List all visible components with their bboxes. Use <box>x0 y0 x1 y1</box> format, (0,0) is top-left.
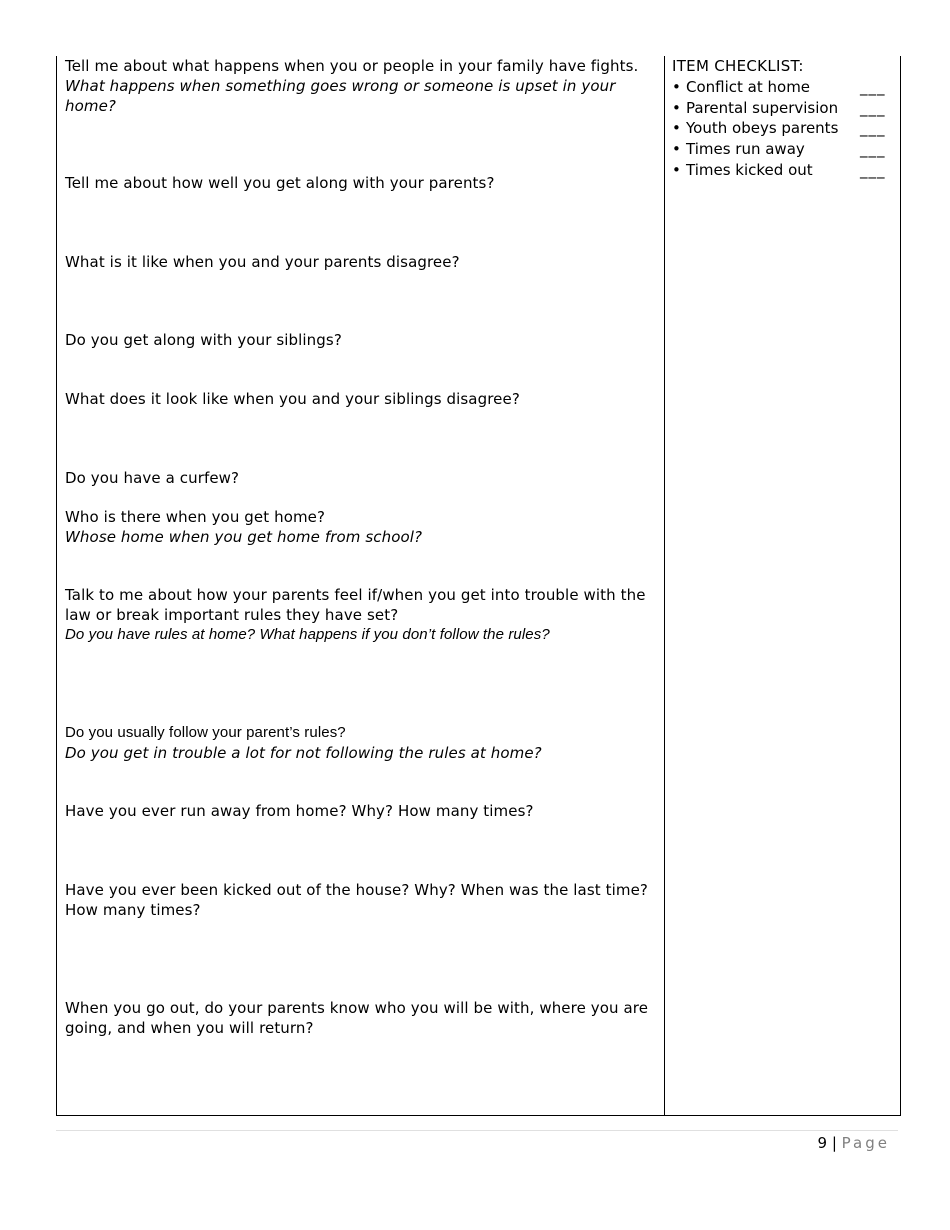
column-divider <box>664 56 665 1115</box>
question-curfew <box>65 468 655 488</box>
question-kicked-out <box>65 880 655 920</box>
bullet-icon: • <box>672 98 681 117</box>
question-text: Talk to me about how your parents feel if/when you get into trouble with the law or break important rules they have set? <box>65 586 646 624</box>
question-text: Tell me about what happens when you or people in your family have fights. <box>65 57 639 75</box>
question-siblings <box>65 330 655 350</box>
question-text: Tell me about how well you get along with your parents? <box>65 174 495 192</box>
checklist-item <box>672 98 897 119</box>
question-who-home <box>65 507 655 547</box>
question-text: What does it look like when you and your siblings disagree? <box>65 390 520 408</box>
question-prompt: Do you get in trouble a lot for not following the rules at home? <box>65 744 542 762</box>
question-go-out <box>65 998 655 1038</box>
footer-separator: | <box>831 1134 837 1152</box>
item-checklist <box>672 56 897 181</box>
footer-divider <box>56 1130 898 1131</box>
checklist-item <box>672 77 897 98</box>
checklist-blank: ___ <box>860 98 886 117</box>
page-label: Page <box>841 1134 890 1152</box>
question-text: When you go out, do your parents know who you will be with, where you are going, and when you will return? <box>65 999 649 1037</box>
question-follow-rules <box>65 723 655 763</box>
checklist-item-label: Times kicked out <box>686 160 813 179</box>
checklist-item <box>672 139 897 160</box>
question-disagree-parents <box>65 252 655 272</box>
bullet-icon: • <box>672 140 681 159</box>
checklist-blank: ___ <box>860 140 886 159</box>
bullet-icon: • <box>672 119 681 138</box>
question-text: What is it like when you and your parents disagree? <box>65 253 460 271</box>
question-prompt: What happens when something goes wrong or someone is upset in your home? <box>65 77 616 115</box>
checklist-item <box>672 160 897 181</box>
page-number: 9 <box>817 1134 828 1152</box>
checklist-blank: ___ <box>860 160 886 179</box>
question-family-fights <box>65 56 655 116</box>
question-text: Have you ever run away from home? Why? How many times? <box>65 802 534 820</box>
checklist-item-label: Parental supervision <box>686 98 839 117</box>
interview-table <box>56 56 901 1116</box>
checklist-blank: ___ <box>860 119 886 138</box>
bullet-icon: • <box>672 77 681 96</box>
question-run-away <box>65 801 655 821</box>
page-footer <box>818 1133 891 1153</box>
checklist-item <box>672 118 897 139</box>
question-text: Do you get along with your siblings? <box>65 331 342 349</box>
checklist-item-label: Conflict at home <box>686 77 811 96</box>
question-prompt: Do you have rules at home? What happens if you don’t follow the rules? <box>65 626 550 643</box>
bullet-icon: • <box>672 160 681 179</box>
question-prompt: Whose home when you get home from school? <box>65 528 423 546</box>
question-text: Who is there when you get home? <box>65 508 326 526</box>
question-text: Do you have a curfew? <box>65 469 240 487</box>
question-siblings-disagree <box>65 389 655 409</box>
checklist-item-label: Youth obeys parents <box>686 119 839 138</box>
question-get-along-parents <box>65 173 655 193</box>
question-text: Do you usually follow your parent’s rules? <box>65 724 346 741</box>
checklist-blank: ___ <box>860 77 886 96</box>
question-text: Have you ever been kicked out of the house? Why? When was the last time? How many times? <box>65 881 648 919</box>
checklist-item-label: Times run away <box>686 140 805 159</box>
question-parents-feel-trouble <box>65 585 655 645</box>
checklist-heading: ITEM CHECKLIST: <box>672 57 804 75</box>
